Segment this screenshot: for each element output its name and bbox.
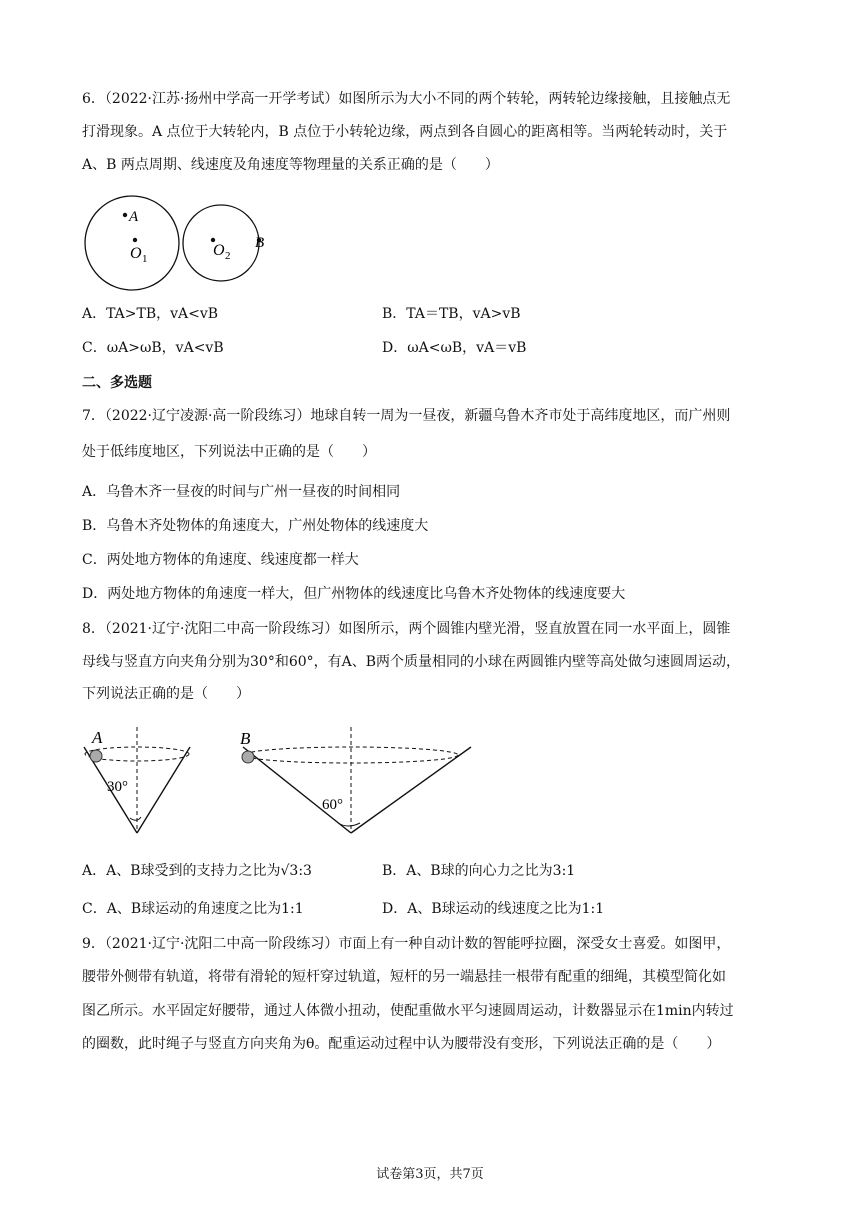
- label-a: A: [129, 209, 139, 225]
- page-footer: 试卷第3页，共7页: [376, 1167, 484, 1182]
- section-heading: 二、多选题: [82, 375, 152, 391]
- center-o1-dot: [133, 238, 137, 242]
- q6-option-b: B．TA＝TB，vA>vB: [382, 306, 521, 322]
- q6-line-1: 6．（2022·江苏·扬州中学高一开学考试）如图所示为大小不同的两个转轮，两转轮边缘接触，且接触点无: [82, 91, 731, 107]
- q8-line-2: 母线与竖直方向夹角分别为30°和60°，有A、B两个质量相同的小球在两圆锥内壁等高处做匀速圆周运动，: [82, 654, 741, 670]
- label-o1: O: [130, 245, 142, 262]
- label-b: B: [255, 235, 265, 251]
- q7-option-c: C．两处地方物体的角速度、线速度都一样大: [82, 552, 359, 568]
- q6-wheels-figure: [80, 195, 270, 295]
- cone-angle-a: 30°: [107, 779, 128, 795]
- label-o2-sub: 2: [225, 250, 231, 262]
- point-a-dot: [123, 213, 127, 217]
- cone-b: [240, 727, 471, 833]
- cone-label-b: B: [240, 729, 251, 748]
- cone-a: [84, 727, 190, 833]
- q7-line-2: 处于低纬度地区，下列说法中正确的是（ ）: [82, 444, 376, 460]
- label-o1-sub: 1: [142, 253, 148, 265]
- ball-a: [90, 750, 102, 762]
- q6-option-c: C．ωA>ωB，vA<vB: [82, 340, 224, 356]
- q8-option-b: B．A、B球的向心力之比为3:1: [382, 863, 576, 879]
- q7-line-1: 7．（2022·辽宁凌源·高一阶段练习）地球自转一周为一昼夜，新疆乌鲁木齐市处于高纬度地区，而广州则: [82, 408, 731, 424]
- q7-option-d: D．两处地方物体的角速度一样大，但广州物体的线速度比乌鲁木齐处物体的线速度要大: [82, 586, 626, 602]
- q6-line-2: 打滑现象。A 点位于大转轮内，B 点位于小转轮边缘，两点到各自圆心的距离相等。当两轮转动时，关于: [82, 124, 728, 140]
- label-o2: O: [213, 242, 225, 259]
- q7-option-b: B．乌鲁木齐处物体的角速度大，广州处物体的线速度大: [82, 518, 429, 534]
- q8-line-1: 8．（2021·辽宁·沈阳二中高一阶段练习）如图所示，两个圆锥内壁光滑，竖直放置在同一水平面上，圆锥: [82, 621, 731, 637]
- q8-option-a: A．A、B球受到的支持力之比为√3:3: [82, 863, 312, 879]
- q6-line-3: A、B 两点周期、线速度及角速度等物理量的关系正确的是（ ）: [82, 157, 499, 173]
- q9-line-4: 的圈数，此时绳子与竖直方向夹角为θ。配重运动过程中认为腰带没有变形，下列说法正确的是（ ）: [82, 1036, 721, 1052]
- q9-line-1: 9．（2021·辽宁·沈阳二中高一阶段练习）市面上有一种自动计数的智能呼拉圈，深受女士喜爱。如图甲，: [82, 936, 731, 952]
- q6-option-d: D．ωA<ωB，vA＝vB: [382, 340, 527, 356]
- cone-label-a: A: [92, 728, 103, 747]
- q7-option-a: A．乌鲁木齐一昼夜的时间与广州一昼夜的时间相同: [82, 484, 401, 500]
- q9-line-2: 腰带外侧带有轨道，将带有滑轮的短杆穿过轨道，短杆的另一端悬挂一根带有配重的细绳，其模型简化如: [82, 969, 726, 985]
- ball-b: [242, 751, 254, 763]
- q6-option-a: A．TA>TB，vA<vB: [82, 306, 219, 322]
- q9-line-3: 图乙所示。水平固定好腰带，通过人体微小扭动，使配重做水平匀速圆周运动，计数器显示在1min内转过: [82, 1003, 734, 1019]
- q8-option-d: D．A、B球运动的线速度之比为1:1: [382, 901, 605, 917]
- q8-option-c: C．A、B球运动的角速度之比为1:1: [82, 901, 304, 917]
- q8-cones-figure: [80, 725, 480, 840]
- cone-angle-b: 60°: [322, 797, 343, 813]
- q8-line-3: 下列说法正确的是（ ）: [82, 686, 250, 702]
